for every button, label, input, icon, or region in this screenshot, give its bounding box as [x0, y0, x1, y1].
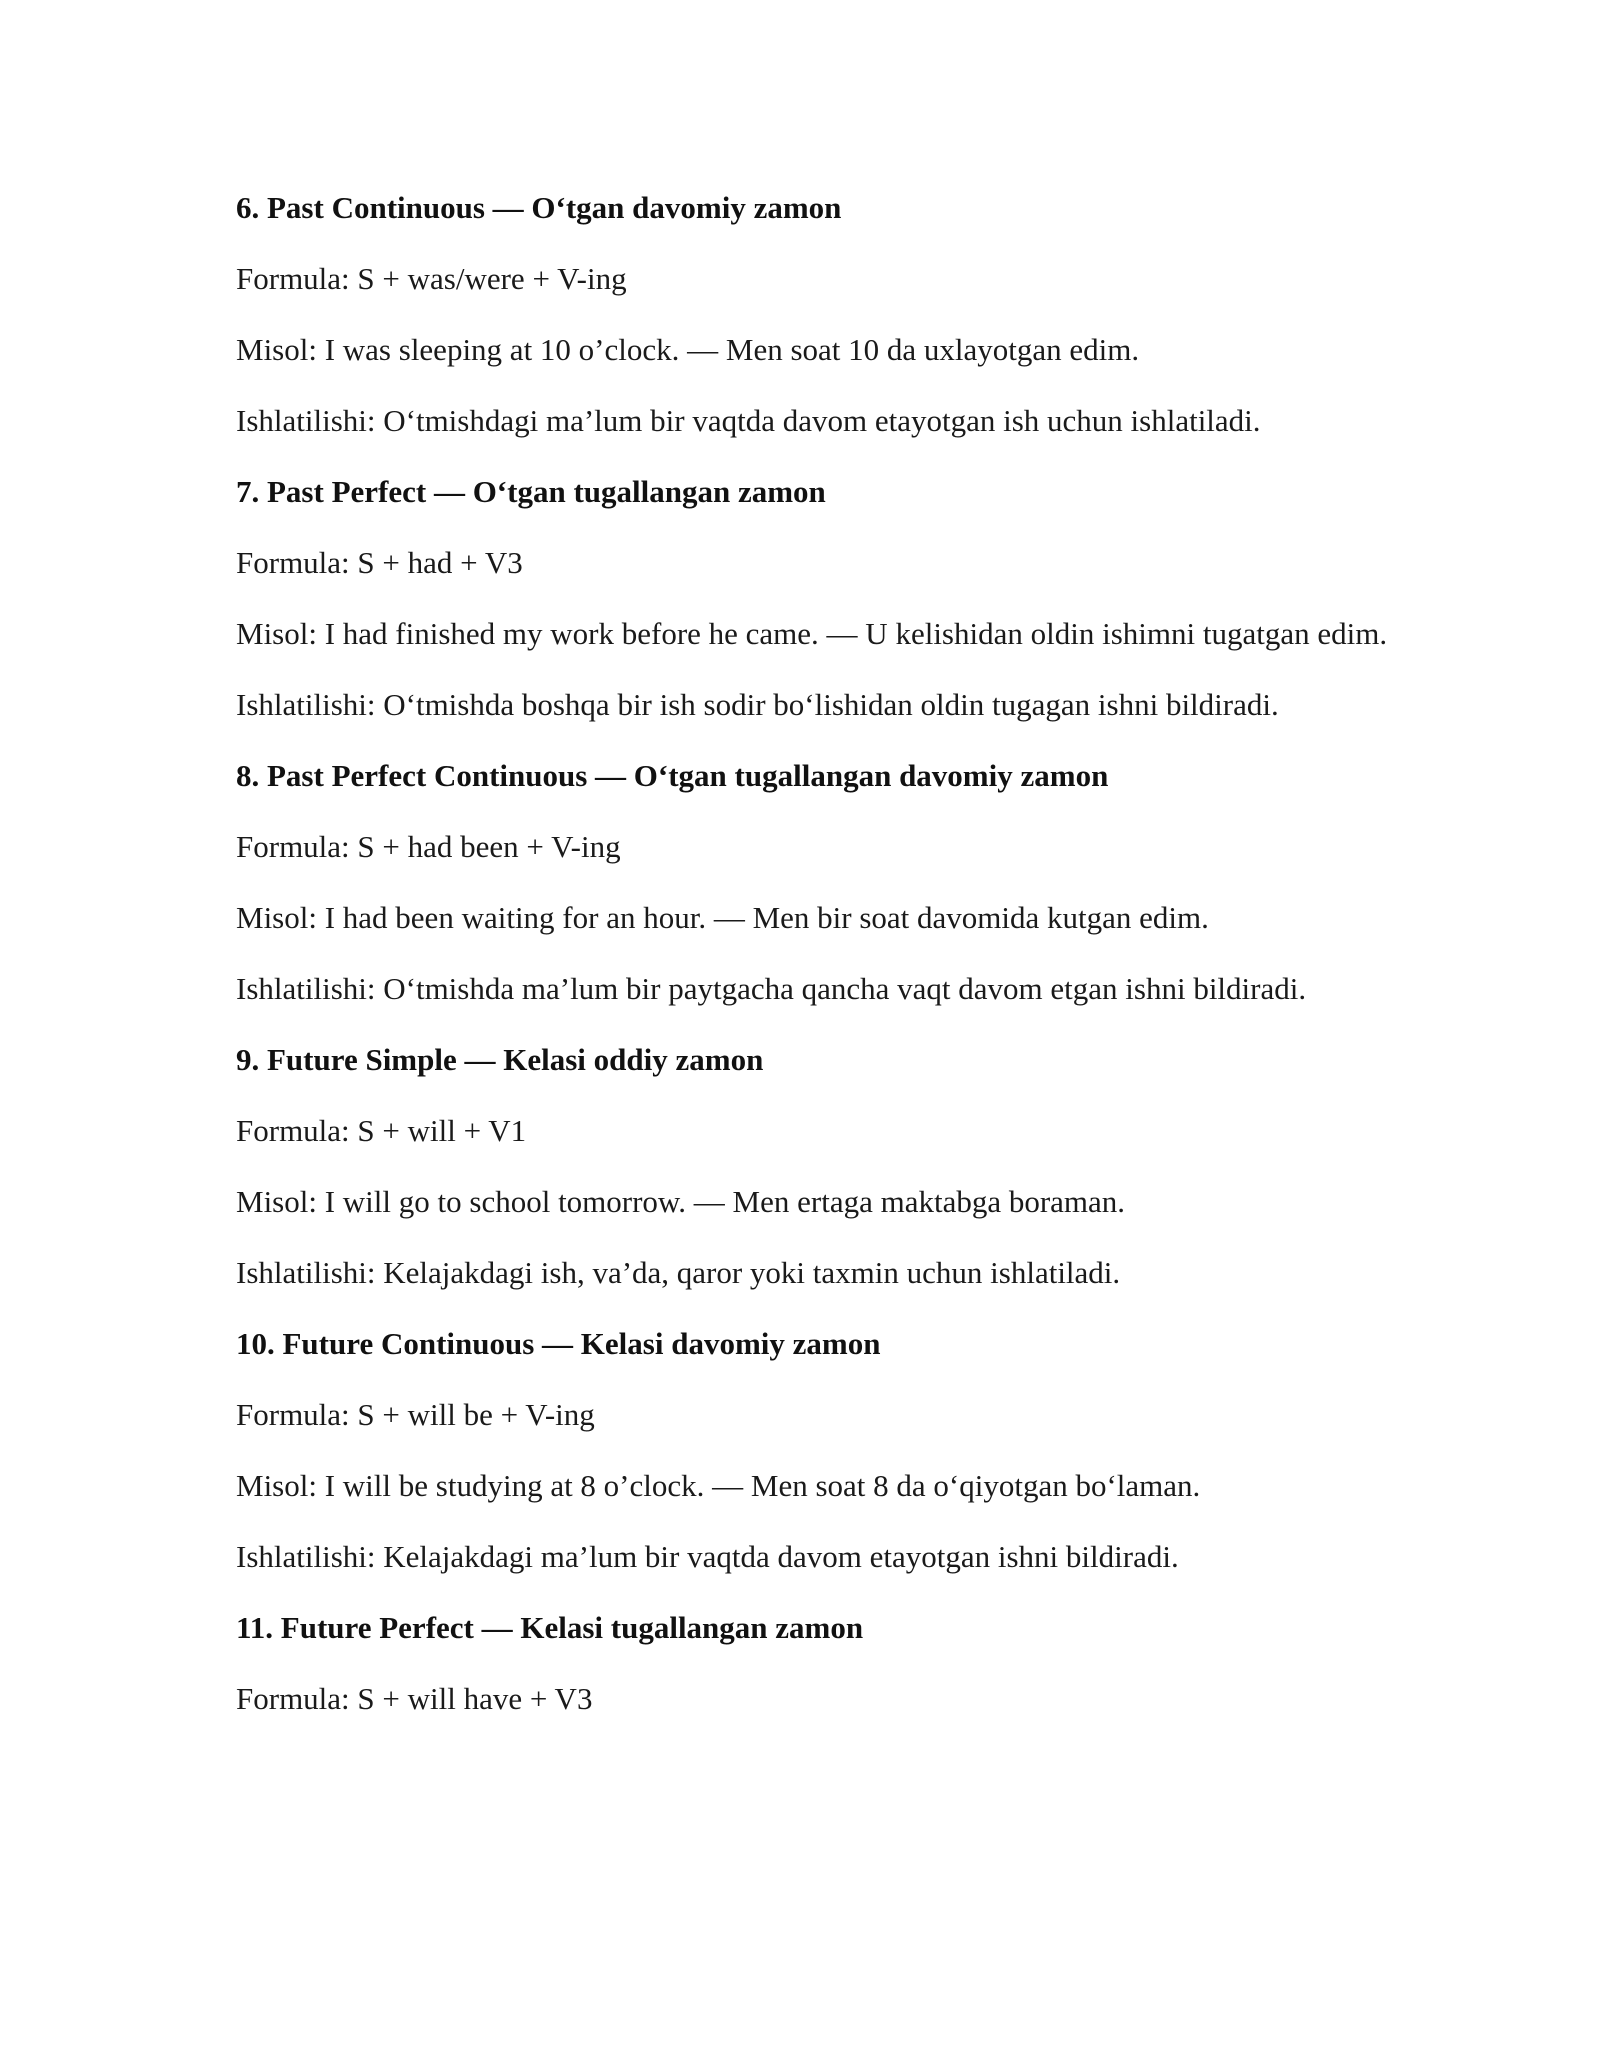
section-heading: 8. Past Perfect Continuous — O‘tgan tugallangan davomiy zamon [236, 758, 1109, 793]
example-text: Misol: I had finished my work before he came. — U kelishidan oldin ishimni tugatgan edim. [236, 616, 1388, 651]
usage-text: Ishlatilishi: Kelajakdagi ma’lum bir vaqtda davom etayotgan ishni bildiradi. [236, 1539, 1179, 1574]
section-past-perfect-continuous [236, 754, 1396, 1011]
document-page [236, 186, 1396, 1748]
formula-text: Formula: S + will + V1 [236, 1113, 527, 1148]
example-text: Misol: I had been waiting for an hour. — Men bir soat davomida kutgan edim. [236, 900, 1209, 935]
section-past-continuous [236, 186, 1396, 443]
section-future-perfect [236, 1606, 1396, 1721]
section-heading: 10. Future Continuous — Kelasi davomiy zamon [236, 1326, 881, 1361]
section-heading: 11. Future Perfect — Kelasi tugallangan zamon [236, 1610, 864, 1645]
section-past-perfect [236, 470, 1396, 727]
usage-text: Ishlatilishi: O‘tmishdagi ma’lum bir vaqtda davom etayotgan ish uchun ishlatiladi. [236, 403, 1261, 438]
usage-text: Ishlatilishi: Kelajakdagi ish, va’da, qaror yoki taxmin uchun ishlatiladi. [236, 1255, 1121, 1290]
formula-text: Formula: S + will have + V3 [236, 1681, 593, 1716]
example-text: Misol: I will be studying at 8 o’clock. — Men soat 8 da o‘qiyotgan bo‘laman. [236, 1468, 1201, 1503]
section-future-simple [236, 1038, 1396, 1295]
section-heading: 7. Past Perfect — O‘tgan tugallangan zamon [236, 474, 826, 509]
section-heading: 9. Future Simple — Kelasi oddiy zamon [236, 1042, 764, 1077]
section-future-continuous [236, 1322, 1396, 1579]
example-text: Misol: I was sleeping at 10 o’clock. — Men soat 10 da uxlayotgan edim. [236, 332, 1140, 367]
usage-text: Ishlatilishi: O‘tmishda boshqa bir ish sodir bo‘lishidan oldin tugagan ishni bildiradi. [236, 687, 1279, 722]
formula-text: Formula: S + had + V3 [236, 545, 523, 580]
formula-text: Formula: S + had been + V-ing [236, 829, 621, 864]
example-text: Misol: I will go to school tomorrow. — Men ertaga maktabga boraman. [236, 1184, 1126, 1219]
formula-text: Formula: S + was/were + V-ing [236, 261, 627, 296]
usage-text: Ishlatilishi: O‘tmishda ma’lum bir paytgacha qancha vaqt davom etgan ishni bildiradi. [236, 971, 1307, 1006]
section-heading: 6. Past Continuous — O‘tgan davomiy zamon [236, 190, 842, 225]
formula-text: Formula: S + will be + V-ing [236, 1397, 595, 1432]
